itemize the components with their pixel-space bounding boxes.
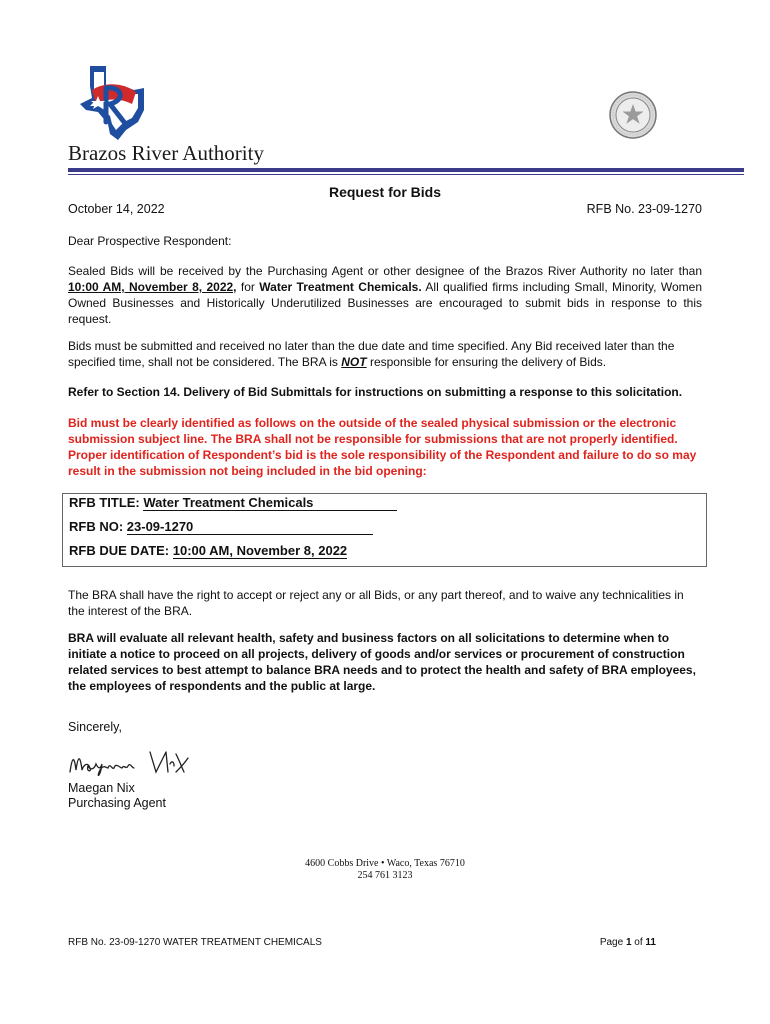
document-title: Request for Bids <box>328 184 441 200</box>
rfb-identification-box <box>62 493 707 567</box>
paragraph-identification-warning: Bid must be clearly identified as follows on the outside of the sealed physical submission or the electronic submission subject line. The BRA shall not be responsible for submissions that are not properly identified. Proper identification of Respondent’s bid is the sole responsibility of the Respondent and failure to do so may result in the submission not being included in the bid opening: <box>68 416 697 478</box>
rfb-no-row <box>69 519 373 535</box>
rfb-title-row <box>69 495 397 511</box>
rfb-no-value: 23-09-1270 <box>127 519 373 535</box>
paragraph-deadline <box>68 338 702 370</box>
texas-r-logo-icon <box>76 64 146 142</box>
intro-due-date: 10:00 AM, November 8, 2022, <box>68 280 237 294</box>
rfb-title-value: Water Treatment Chemicals <box>143 495 397 511</box>
salutation: Dear Prospective Respondent: <box>68 234 232 248</box>
footer-document-reference: RFB No. 23-09-1270 WATER TREATMENT CHEMICALS <box>68 937 322 948</box>
sign-off: Sincerely, <box>68 720 122 734</box>
page-total: 11 <box>645 937 656 948</box>
paragraph-evaluation: BRA will evaluate all relevant health, safety and business factors on all solicitations to determine when to initiate a notice to proceed on all projects, delivery of goods and/or services or procurement of construction related services to best attempt to balance BRA needs and to protect the health and safety of BRA employees, the employees of respondents and the public at large. <box>68 631 696 693</box>
state-seal-icon <box>608 90 658 140</box>
rfb-number: RFB No. 23-09-1270 <box>586 202 702 216</box>
rfb-no-label: RFB NO: <box>69 519 127 534</box>
of-word: of <box>631 937 646 948</box>
intro-subject: Water Treatment Chemicals. <box>259 280 422 294</box>
page-indicator <box>600 937 656 948</box>
deadline-not-emphasis: NOT <box>341 355 367 369</box>
deadline-text-b: responsible for ensuring the delivery of Bids. <box>366 355 607 369</box>
deadline-text-a: Bids must be submitted and received no later than the due date and time specified. Any Bid received later than the specified time, shall not be considered. The BRA is <box>68 339 675 369</box>
signer-name: Maegan Nix <box>68 781 135 795</box>
paragraph-rights: The BRA shall have the right to accept or reject any or all Bids, or any part thereof, and to waive any technicalities in the interest of the BRA. <box>68 588 684 618</box>
intro-text-b: for <box>236 280 260 294</box>
rfb-due-label: RFB DUE DATE: <box>69 543 173 558</box>
header-rule-thin <box>68 174 744 175</box>
phone-line: 254 761 3123 <box>357 870 413 881</box>
rfb-title-label: RFB TITLE: <box>69 495 144 510</box>
organization-name: Brazos River Authority <box>68 141 264 165</box>
paragraph-section-reference: Refer to Section 14. Delivery of Bid Submittals for instructions on submitting a response to this solicitation. <box>68 385 683 399</box>
address-line: 4600 Cobbs Drive • Waco, Texas 76710 <box>305 858 465 869</box>
paragraph-intro <box>68 263 702 327</box>
signer-title: Purchasing Agent <box>68 796 166 810</box>
rfb-due-row <box>69 543 347 559</box>
header-rule <box>68 168 744 172</box>
page-word: Page <box>599 937 626 948</box>
page-number: 1 <box>625 937 632 948</box>
footer-address <box>0 858 770 882</box>
intro-text-a: Sealed Bids will be received by the Purchasing Agent or other designee of the Brazos River Authority no later than <box>68 264 702 278</box>
intro-text-c: All qualified firms including Small, Minority, Women Owned Businesses and Historically Underutilized Businesses are encouraged to submit bids in response to this request. <box>68 280 703 326</box>
document-date: October 14, 2022 <box>68 202 165 216</box>
rfb-due-value: 10:00 AM, November 8, 2022 <box>172 543 348 558</box>
handwritten-signature-icon <box>66 744 196 780</box>
